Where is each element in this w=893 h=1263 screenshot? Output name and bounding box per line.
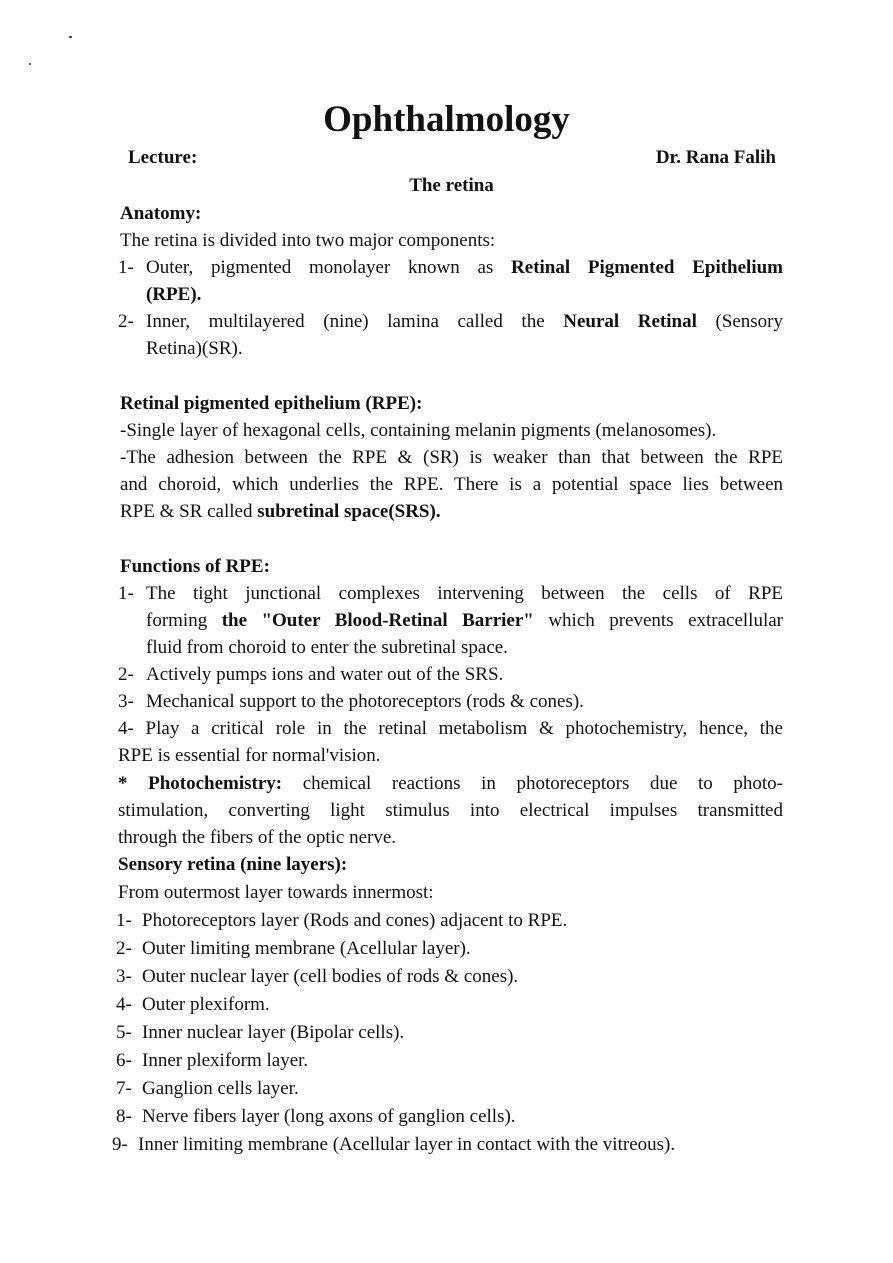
retina-layer-item: Inner plexiform layer. xyxy=(142,1050,309,1071)
author-name: Dr. Rana Falih xyxy=(655,147,776,168)
function-1-text: forming xyxy=(146,610,208,631)
list-number: 2- xyxy=(116,938,132,959)
scan-speck xyxy=(29,63,31,65)
scan-speck xyxy=(69,36,72,38)
list-number: 2- xyxy=(118,664,134,685)
list-number: 6- xyxy=(116,1050,132,1071)
retina-layer-item: Inner limiting membrane (Acellular layer in contact with the vitreous). xyxy=(138,1134,676,1155)
anatomy-item-2-post: (Sensory xyxy=(715,311,784,332)
function-1-line-3: fluid from choroid to enter the subretinal space. xyxy=(146,637,508,658)
list-number: 1- xyxy=(116,910,132,931)
page-title: Ophthalmology xyxy=(323,99,570,140)
rpe-heading: Retinal pigmented epithelium (RPE): xyxy=(120,393,423,414)
anatomy-item-1-cont: (RPE). xyxy=(146,284,202,305)
list-number: 4- xyxy=(116,994,132,1015)
function-1-post: which prevents extracellular xyxy=(548,610,783,631)
list-number: 2- xyxy=(118,311,134,332)
anatomy-item-2-cont: Retina)(SR). xyxy=(146,338,243,359)
sensory-heading: Sensory retina (nine layers): xyxy=(118,854,348,875)
retina-layer-item: Outer limiting membrane (Acellular layer). xyxy=(142,938,471,959)
function-1-line-2 xyxy=(146,607,783,634)
anatomy-heading: Anatomy: xyxy=(120,203,202,224)
anatomy-item-2-bold: Neural Retinal xyxy=(563,311,697,332)
list-number: 9- xyxy=(112,1134,128,1155)
list-number: 3- xyxy=(116,966,132,987)
retina-layer-item: Outer nuclear layer (cell bodies of rods & cones). xyxy=(142,966,519,987)
anatomy-item-2 xyxy=(146,308,783,335)
function-1-bold: the "Outer Blood-Retinal Barrier" xyxy=(221,610,534,631)
sensory-intro: From outermost layer towards innermost: xyxy=(118,882,434,903)
function-4-line-2: RPE is essential for normal'vision. xyxy=(118,745,381,766)
photochemistry-line-3: through the fibers of the optic nerve. xyxy=(118,827,397,848)
anatomy-intro: The retina is divided into two major components: xyxy=(120,230,496,251)
anatomy-item-1-bold: Retinal Pigmented Epithelium xyxy=(511,257,783,278)
photochemistry-line-2: stimulation, converting light stimulus into electrical impulses transmitted xyxy=(118,800,783,821)
list-number: 1- xyxy=(118,257,134,278)
photochemistry-line-1 xyxy=(118,770,783,797)
list-number: 3- xyxy=(118,691,134,712)
photochemistry-definition: chemical reactions in photoreceptors due to photo- xyxy=(302,773,784,794)
function-4-line-1: 4- Play a critical role in the retinal metabolism & photochemistry, hence, the xyxy=(118,718,783,739)
list-number: 8- xyxy=(116,1106,132,1127)
retina-layer-item: Photoreceptors layer (Rods and cones) adjacent to RPE. xyxy=(142,910,568,931)
lecture-label: Lecture: xyxy=(128,147,198,168)
rpe-line-2: -The adhesion between the RPE & (SR) is weaker than that between the RPE xyxy=(120,447,783,468)
functions-heading: Functions of RPE: xyxy=(120,556,270,577)
list-number: 5- xyxy=(116,1022,132,1043)
photochemistry-term: Photochemistry: xyxy=(148,773,283,794)
retina-layer-item: Inner nuclear layer (Bipolar cells). xyxy=(142,1022,405,1043)
rpe-line-3: and choroid, which underlies the RPE. There is a potential space lies between xyxy=(120,474,783,495)
anatomy-item-2-text: Inner, multilayered (nine) lamina called the xyxy=(146,311,545,332)
function-2: Actively pumps ions and water out of the SRS. xyxy=(146,664,504,685)
retina-layer-item: Outer plexiform. xyxy=(142,994,270,1015)
rpe-line-1: -Single layer of hexagonal cells, containing melanin pigments (melanosomes). xyxy=(120,420,717,441)
retina-layer-item: Nerve fibers layer (long axons of ganglion cells). xyxy=(142,1106,516,1127)
list-number: 7- xyxy=(116,1078,132,1099)
topic-title: The retina xyxy=(409,175,494,196)
list-number: 1- xyxy=(118,583,134,604)
retina-layer-item: Ganglion cells layer. xyxy=(142,1078,299,1099)
function-1-line-1: The tight junctional complexes intervening between the cells of RPE xyxy=(146,583,783,604)
rpe-line-4-text: RPE & SR called xyxy=(120,501,253,522)
rpe-line-4 xyxy=(120,498,441,525)
function-3: Mechanical support to the photoreceptors (rods & cones). xyxy=(146,691,584,712)
anatomy-item-1 xyxy=(146,254,783,281)
rpe-line-4-bold: subretinal space(SRS). xyxy=(257,501,441,522)
anatomy-item-1-text: Outer, pigmented monolayer known as xyxy=(146,257,494,278)
photochemistry-star: * xyxy=(118,773,128,794)
